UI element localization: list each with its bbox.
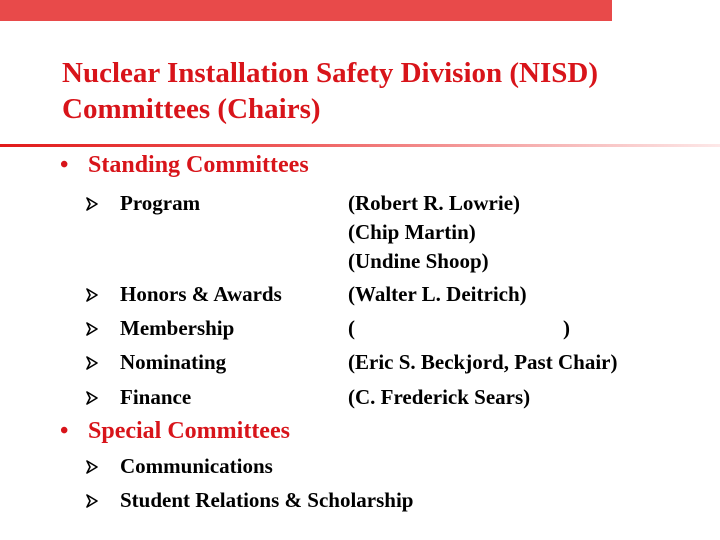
special-item-communications: Communications <box>120 454 273 478</box>
program-chair-2: (Chip Martin) <box>348 220 476 244</box>
slide-title <box>62 55 702 127</box>
arrowhead-bullet-icon <box>86 322 98 336</box>
standing-item-finance: Finance <box>120 385 192 409</box>
arrowhead-bullet-icon <box>86 197 98 211</box>
arrowhead-bullet-icon <box>86 391 98 405</box>
special-item-student-relations-scholarship: Student Relations & Scholarship <box>120 488 414 512</box>
arrowhead-bullet-icon <box>86 356 98 370</box>
arrowhead-bullet-icon <box>86 494 98 508</box>
top-accent-bar <box>0 0 612 21</box>
title-divider <box>0 144 720 147</box>
program-chair-1: (Robert R. Lowrie) <box>348 191 521 215</box>
bullet-dot-icon: • <box>60 418 69 444</box>
title-line-2: Committees (Chairs) <box>62 93 321 125</box>
standing-item-nominating: Nominating <box>120 350 227 374</box>
arrowhead-bullet-icon <box>86 460 98 474</box>
standing-item-program: Program <box>120 191 201 215</box>
nominating-chair: (Eric S. Beckjord, Past Chair) <box>348 350 618 374</box>
program-chair-3: (Undine Shoop) <box>348 249 489 273</box>
finance-chair: (C. Frederick Sears) <box>348 385 531 409</box>
title-line-1: Nuclear Installation Safety Division (NISD) <box>62 57 598 89</box>
special-committees-label: Special Committees <box>88 418 290 444</box>
standing-item-membership: Membership <box>120 316 235 340</box>
membership-chair-close-paren: ) <box>563 316 570 340</box>
standing-item-honors-awards: Honors & Awards <box>120 282 282 306</box>
standing-committees-label: Standing Committees <box>88 152 309 178</box>
honors-awards-chair: (Walter L. Deitrich) <box>348 282 527 306</box>
arrowhead-bullet-icon <box>86 288 98 302</box>
membership-chair-open-paren: ( <box>348 316 355 340</box>
bullet-dot-icon: • <box>60 152 69 178</box>
